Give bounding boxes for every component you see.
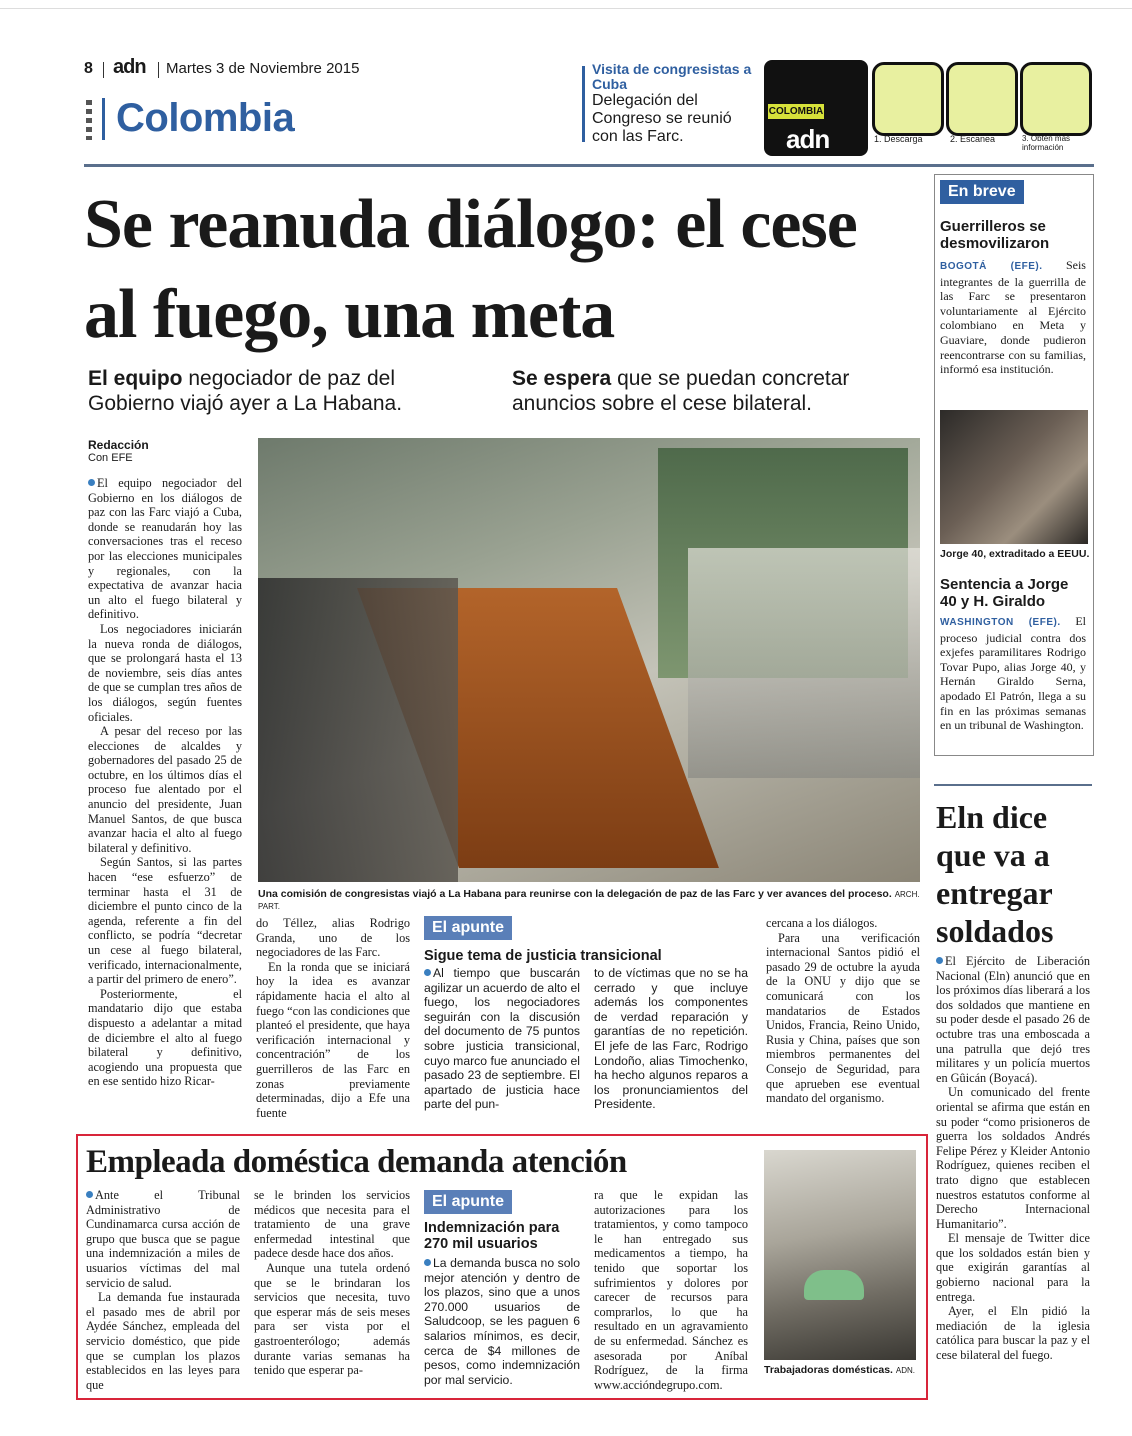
main-headline: Se reanuda diálogo: el cese al fuego, una meta [84,186,857,353]
section-dots [86,100,92,140]
apunte-tag: El apunte [424,916,512,940]
bottom-col1-para: La demanda fue instaurada el pasado mes de abril por Aydée Sánchez, empleada del servicio doméstico, que pide que se cumplan los plazos establecidos en las leyes para que [86,1290,240,1392]
brand-logo: adn [113,56,146,78]
bottom-apunte [424,1190,512,1214]
top-rule [0,0,1132,9]
teaser-title: Visita de congresistas a Cuba [592,61,752,92]
brief-tag-label: En breve [940,180,1024,204]
photo-people-right [688,548,920,778]
sub-left-lead: El equipo [88,367,183,390]
jorge40-caption: Jorge 40, extraditado a EEUU. [940,548,1090,560]
col2-para: En la ronda que se iniciará hoy la idea es avanzar rápidamente hacia el alto al fuego “con las condiciones que planteó el presidente, que haya verificación internacional y concentración” de los guerrilleros de las Farc en zonas previamente determinadas, dijo a Efe una fuente [256,959,410,1120]
eln-para: El Ejército de Liberación Nacional (Eln) anunció que en los próximos días liberará a los dos soldados que mantiene en su poder desde el pasado 26 de octubre tras una emboscada a una patrulla que dejó tres militares y un policía muertos en Gûicán (Boyacá). [936,954,1090,1085]
sub-left-rest: negociador de paz del Gobierno viajó ayer a La Habana. [88,367,403,415]
sub-right-rest: que se puedan concretar anuncios sobre el cese bilateral. [512,367,850,415]
domestic-photo-caption [764,1364,915,1376]
step-1: 1. Descarga [874,134,923,144]
photo-caption-text: Una comisión de congresistas viajó a La Habana para reunirse con la delegación de paz de las Farc y ver avances del proceso. [258,888,892,900]
phone-info-icon [1020,62,1092,136]
col2-para: do Téllez, alias Rodrigo Granda, uno de los negociadores de las Farc. [256,916,410,960]
app-box-label: COLOMBIA [768,106,824,117]
bottom-col2-para: Aunque una tutela ordenó que se le brindaran los servicios que necesita, tuvo que esperar más de seis meses para ser vista por el gastroenterólogo; además durante varias semanas ha tenido que esperar pa- [254,1260,410,1378]
jorge40-photo [940,410,1088,544]
eln-para: El mensaje de Twitter dice que los soldados están bien y que exigirán garantías al gobierno nacional para la entrega. [936,1231,1090,1304]
sidebar-rule [934,784,1092,786]
sub-left [88,366,468,416]
sub-right-lead: Se espera [512,367,612,390]
bullet-icon [936,957,943,964]
photo-credit: ARCH. PART. [258,890,920,911]
app-box-brand: adn [786,124,830,154]
teaser-text: Delegación del Congreso se reunió con las Farc. [592,92,732,145]
apunte-col2: to de víctimas que no se ha cerrado y que incluye además los componentes de verdad reparación y garantías de no repetición. El jefe de las Farc, Rodrigo Londoño, alias Timochenko, ha hecho algunos reparos a los pronunciamientos del Presidente. [594,966,748,1112]
bottom-apunte-title: Indemnización para 270 mil usuarios [424,1220,560,1252]
apunte-title: Sigue tema de justicia transicional [424,948,662,964]
brief1-title: Guerrilleros se desmovilizaron [940,218,1050,252]
bottom-col1 [86,1188,240,1392]
header-divider [158,62,159,78]
col1-para: El equipo negociador del Gobierno en los diálogos de paz con las Farc viajó a Cuba, donde se reanudarán hoy las conversaciones tras el receso por las elecciones municipales y regionales, con la expectativa de avanzar hacia un alto el fuego bilateral y definitivo. [88,476,242,622]
brief2-title: Sentencia a Jorge 40 y H. Giraldo [940,576,1069,610]
col4-para: cercana a los diálogos. [766,916,878,930]
page-number: 8 [84,60,93,77]
photo-caption [258,888,922,912]
header-rule [84,164,1094,167]
eln-text [936,954,1090,1384]
bottom-col4: ra que le expidan las autorizaciones para los tratamientos, y como tampoco le han entregado sus medicamentos a tiempo, ha tenido que soportar los sufrimientos y dolores por carecer de recursos para comprarlos, lo que ha resultado en un agravamiento de su enfermedad. Sánchez es asesorada por Aníbal Rodríguez, de la firma www.accióndegrupo.com. [594,1188,748,1392]
apunte-box [424,916,754,940]
bottom-col2 [254,1188,410,1388]
photo-people-left [258,578,458,882]
col1-para: Los negociadores iniciarán la nueva ronda de diálogos, que se prolongará hasta el 13 de noviembre, seis días antes de que se cumplan tres años de los diálogos, según fuentes oficiales. [88,621,242,724]
brief1-dateline: BOGOTÁ (EFE). [940,261,1043,272]
main-col4 [766,916,920,1106]
apunte-col1: Al tiempo que buscarán agilizar un acuerdo de alto el fuego, los negociadores seguirán con la discusión del documento de 75 puntos sobre justicia transicional, cuyo marco fue anunciado el pasado 23 de septiembre. El apartado de justicia hace parte del pun- [424,966,580,1112]
brief2-dateline: WASHINGTON (EFE). [940,617,1061,628]
teaser-bar [582,66,585,142]
brief-tag [940,180,1024,204]
byline-sub: Con EFE [88,452,133,464]
bullet-icon [424,1259,431,1266]
domestic-worker-photo [764,1150,916,1360]
bottom-apunte-tag: El apunte [424,1190,512,1214]
bullet-icon [88,479,95,486]
main-col1 [88,476,242,1106]
domestic-caption-text: Trabajadoras domésticas. [764,1364,893,1376]
bullet-icon [86,1191,93,1198]
col1-para: A pesar del receso por las elecciones de alcaldes y gobernadores del pasado 25 de octubre, en los últimos días el proceso fue alentado por el anuncio del presidente, Juan Manuel Santos, de que busca avanzar hacia el alto al fuego bilateral y definitivo. [88,724,242,855]
byline: Redacción [88,438,149,452]
bottom-headline: Empleada doméstica demanda atención [86,1144,627,1180]
header-divider [103,62,104,78]
bottom-apunte-text: La demanda busca no solo mejor atención y dentro de los plazos, sino que a unos 270.000 usuarios de Saludcoop, se les paguen 6 salarios mínimos, es decir, cerca de $4 millones de pesos, como indemnización por mal servicio. [424,1256,580,1387]
main-photo [258,438,920,882]
step-3: 3. Obtén más información [1022,134,1071,152]
col1-para: Posteriormente, el mandatario dijo que estaba dispuesto a adelantar a mitad de diciembre el alto al fuego bilateral y definitivo, acogiendo una propuesta que en ese sentido hizo Ricar- [88,986,242,1089]
section-title: Colombia [116,96,295,140]
brief1-text: BOGOTÁ (EFE). Seis integrantes de la guerrilla de las Farc se presentaron voluntariamente al Ejército colombiano en Meta y Guaviare, donde pudieron reencontrarse con su familias, informó esa institución. [940,258,1086,377]
eln-headline: Eln dice que va a entregar soldados [936,799,1054,949]
phone-download-icon [872,62,944,136]
eln-para: Un comunicado del frente oriental se afirma que están en su poder “como prisioneros de guerra los soldados Andrés Felipe Pérez y Kleider Antonio Rodríguez, quienes reciben el trato digno que establecen nuestros estatutos conforme al Derecho Internacional Humanitario”. [936,1085,1090,1231]
section-bar [102,98,105,140]
brief2-text: WASHINGTON (EFE). El proceso judicial contra dos exjefes paramilitares Rodrigo Tovar Pupo, alias Jorge 40, y Hernán Giraldo Serna, apodado El Patrón, llega a su fin en las próximas semanas en un tribunal de Washington. [940,614,1086,733]
bottom-col2-para: se le brinden los servicios médicos que necesita para el tratamiento de una grave enfermedad intestinal que padece desde hace dos años. [254,1188,410,1261]
domestic-photo-credit: ADN. [895,1366,916,1375]
main-col2 [256,916,410,1120]
bullet-icon [424,969,431,976]
eln-para: Ayer, el Eln pidió la mediación de la iglesia católica para buscar la paz y el cese bilateral del fuego. [936,1304,1090,1363]
bottom-col1-para: Ante el Tribunal Administrativo de Cundinamarca cursa acción de grupo que busca que se pague una indemnización a miles de usuarios víctimas del mal servicio de salud. [86,1188,240,1290]
sub-right [512,366,922,416]
photo-iron [804,1270,864,1300]
step-2: 2. Escanea [950,134,996,144]
col1-para: Según Santos, si las partes hacen “ese esfuerzo” de terminar hasta el 31 de diciembre el punto cinco de la agenda, referente a fin del conflicto, se podría “decretar un cese al fuego bilateral, verificado, internacionalmente, a partir del primero de enero”. [88,855,242,987]
phone-scan-icon [946,62,1018,136]
col4-para: Para una verificación internacional Santos pidió el pasado 29 de octubre la ayuda de la ONU y dijo que se comunicará con los mandatarios de Estados Unidos, Francia, Reino Unido, Rusia y China, países que son miembros permanentes del Consejo de Seguridad, para que aprueben ese eventual mandato del organismo. [766,930,920,1106]
issue-date: Martes 3 de Noviembre 2015 [166,60,360,77]
